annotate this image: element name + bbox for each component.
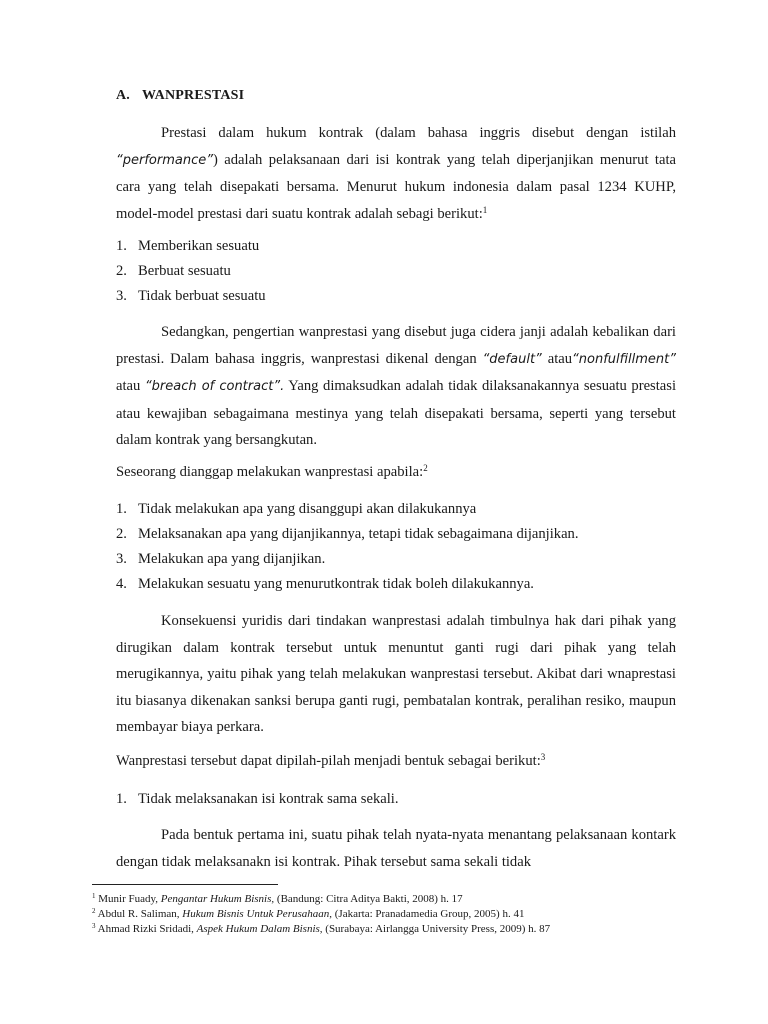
paragraph-text: atau — [547, 350, 573, 367]
footnote-ref[interactable]: 3 — [540, 752, 546, 762]
footnote-1: $^1$ Munir Fuady, Pengantar Hukum Bisnis, (Bandung: Citra Aditya Bakti, 2008) h. 17 — [92, 892, 463, 905]
list-item: 1. Tidak melakukan apa yang disanggupi akan dilakukannya — [116, 501, 477, 517]
paragraph-text: Seseorang dianggap melakukan wanprestasi apabila: — [116, 464, 424, 480]
paragraph-forms-intro — [116, 748, 676, 774]
term-breach-of-contract: “breach of contract”. — [144, 379, 285, 394]
list-item: 1. Memberikan sesuatu — [116, 238, 260, 254]
paragraph-text: Konsekuensi yuridis dari tindakan wanprestasi adalah timbulnya hak dari pihak yang dirugikan dalam kontrak tersebut untuk menuntut ganti rugi dari pihak yang telah merugikannya, yaitu pihak yang telah melakukan wanprestasi tersebut. Akibat dari wnaprestasi itu biasanya dikenakan sanksi berupa ganti rugi, pembatalan kontrak, peralihan resiko, maupun membayar biaya perkara. — [116, 613, 676, 735]
list-item: 4. Melakukan sesuatu yang menurutkontrak tidak boleh dilakukannya. — [116, 576, 534, 592]
footnote-ref[interactable]: 2 — [423, 463, 428, 473]
paragraph-text: Wanprestasi tersebut dapat dipilah-pilah menjadi bentuk sebagai berikut: — [116, 753, 541, 769]
footnote-2: $^2$ Abdul R. Saliman, Hukum Bisnis Untuk Perusahaan, (Jakarta: Pranadamedia Group, 2005) h. 41 — [92, 907, 525, 920]
paragraph-text: ) adalah pelaksanaan dari isi kontrak yang telah diperjanjikan menurut tata cara yang telah disepakati bersama. Menurut hukum indonesia dalam pasal 1234 KUHP, model-model prestasi dari suatu kontrak adalah sebagi berikut: — [116, 151, 676, 222]
term-nonfulfillment: “nonfulfillment” — [572, 351, 676, 367]
list-item: 2. Melaksanakan apa yang dijanjikannya, tetapi tidak sebagaimana dijanjikan. — [116, 526, 579, 542]
footnote-3: $^3$ Ahmad Rizki Sridadi, Aspek Hukum Dalam Bisnis, (Surabaya: Airlangga University Press, 2009) h. 87 — [92, 922, 551, 935]
list-item: 1. Tidak melaksanakan isi kontrak sama sekali. — [116, 791, 399, 807]
term-performance: “performance” — [116, 152, 213, 168]
term-default: “default” — [482, 351, 542, 367]
list-item: 3. Melakukan apa yang dijanjikan. — [116, 551, 326, 567]
paragraph-consequences — [116, 608, 676, 741]
paragraph-first-form — [116, 822, 676, 875]
section-heading — [116, 88, 244, 104]
paragraph-text: Pada bentuk pertama ini, suatu pihak telah nyata-nyata menantang pelaksanaan kontark dengan tidak melaksanakn isi kontrak. Pihak tersebut sama sekali tidak — [116, 827, 676, 870]
list-item: 2. Berbuat sesuatu — [116, 263, 231, 279]
paragraph-wanprestasi-definition — [116, 319, 676, 454]
section-number: A. — [116, 88, 131, 103]
list-item: 3. Tidak berbuat sesuatu — [116, 288, 266, 304]
paragraph-prestasi — [116, 120, 676, 227]
section-title: WANPRESTASI — [142, 88, 245, 103]
paragraph-text: Yang dimaksudkan adalah tidak dilaksanakannya sesuatu prestasi atau kewajiban sebagaimana mestinya yang telah disepakati bersama, seperti yang tersebut dalam kontrak yang bersangkutan. — [116, 378, 677, 448]
paragraph-text: Sedangkan, pengertian wanprestasi yang disebut juga cidera janji adalah kebalikan dari prestasi. Dalam bahasa inggris, wanprestasi dikenal dengan — [116, 324, 676, 367]
footnote-divider — [92, 884, 278, 885]
paragraph-conditions-intro — [116, 459, 676, 485]
paragraph-text: Prestasi dalam hukum kontrak (dalam bahasa inggris disebut dengan istilah — [161, 125, 676, 141]
paragraph-text: atau — [116, 378, 141, 394]
footnote-ref[interactable]: 1 — [482, 204, 488, 215]
